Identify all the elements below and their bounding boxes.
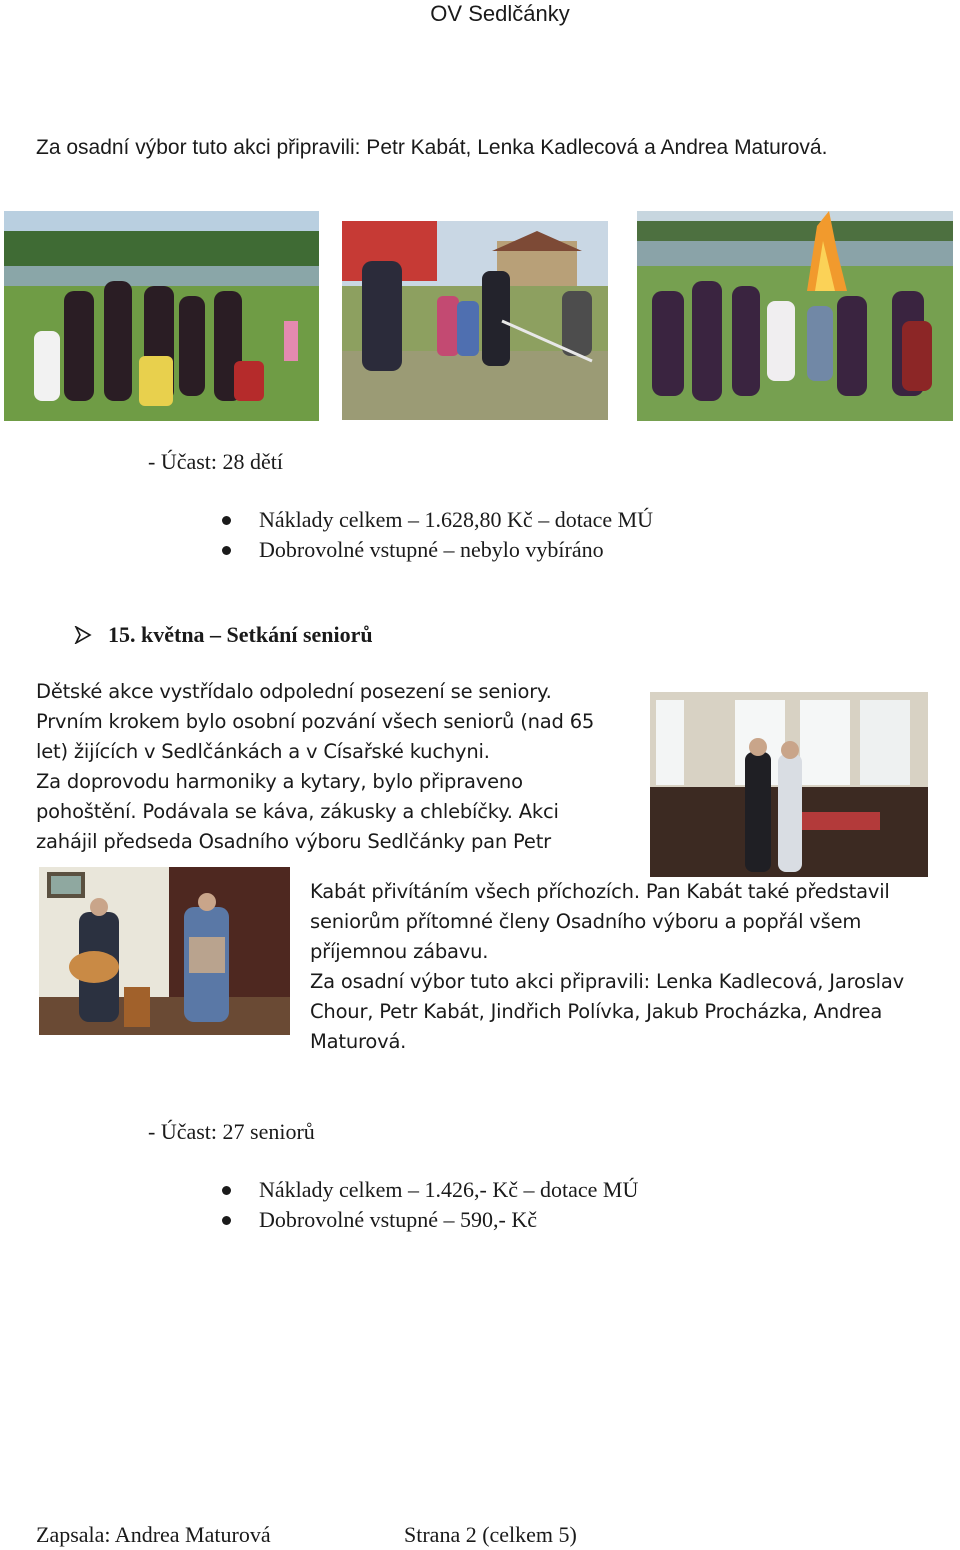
bullet-icon [222, 1216, 231, 1225]
section1-bullet-costs-text: Náklady celkem – 1.628,80 Kč – dotace MÚ [259, 507, 654, 532]
footer-page-number: Strana 2 (celkem 5) [404, 1522, 577, 1547]
paragraph-line: let) žijících v Sedlčánkách a v Císařské kuchyni. [36, 740, 490, 763]
paragraph-line: Za osadní výbor tuto akci připravili: Lenka Kadlecová, Jaroslav [310, 970, 904, 993]
paragraph-line: Za doprovodu harmoniky a kytary, bylo připraveno [36, 770, 523, 793]
bullet-icon [222, 1186, 231, 1195]
photo-musicians [39, 867, 290, 1035]
photo-firefighter-hose [342, 221, 608, 420]
section2-paragraph-a [36, 677, 594, 857]
footer-author: Zapsala: Andrea Maturová [36, 1522, 271, 1547]
paragraph-line: pohoštění. Podávala se káva, zákusky a chlebíčky. Akci [36, 800, 559, 823]
section1-bullet-admission [222, 535, 604, 565]
section1-bullet-admission-text: Dobrovolné vstupné – nebylo vybíráno [259, 537, 604, 562]
photo-bonfire-children [637, 211, 953, 421]
bullet-icon [222, 546, 231, 555]
paragraph-line: Chour, Petr Kabát, Jindřich Polívka, Jakub Procházka, Andrea [310, 1000, 883, 1023]
section2-bullet-costs [222, 1175, 638, 1205]
photo-seniors-dancing [650, 692, 928, 877]
page-header-title: OV Sedlčánky [430, 1, 570, 26]
photo-witches-group [4, 211, 319, 421]
section1-attendance: - Účast: 28 dětí [148, 449, 284, 474]
paragraph-line: Kabát přivítáním všech příchozích. Pan Kabát také představil [310, 880, 890, 903]
bullet-icon [222, 516, 231, 525]
paragraph-line: Maturová. [310, 1030, 407, 1053]
intro-organizers-line: Za osadní výbor tuto akci připravili: Petr Kabát, Lenka Kadlecová a Andrea Maturová. [36, 136, 828, 159]
paragraph-line: Dětské akce vystřídalo odpolední posezení se seniory. [36, 680, 552, 703]
section2-bullet-admission-text: Dobrovolné vstupné – 590,- Kč [259, 1207, 538, 1232]
section2-paragraph-b [310, 877, 904, 1057]
section2-heading: 15. května – Setkání seniorů [108, 622, 373, 647]
section2-heading-row [74, 620, 373, 650]
section2-bullet-costs-text: Náklady celkem – 1.426,- Kč – dotace MÚ [259, 1177, 639, 1202]
paragraph-line: zahájil předseda Osadního výboru Sedlčánky pan Petr [36, 830, 551, 853]
paragraph-line: příjemnou zábavu. [310, 940, 489, 963]
paragraph-line: Prvním krokem bylo osobní pozvání všech seniorů (nad 65 [36, 710, 595, 733]
section2-attendance: - Účast: 27 seniorů [148, 1119, 315, 1144]
section2-bullet-admission [222, 1205, 537, 1235]
paragraph-line: seniorům přítomné členy Osadního výboru a popřál všem [310, 910, 862, 933]
arrow-bullet-icon [74, 626, 92, 644]
section1-bullet-costs [222, 505, 653, 535]
